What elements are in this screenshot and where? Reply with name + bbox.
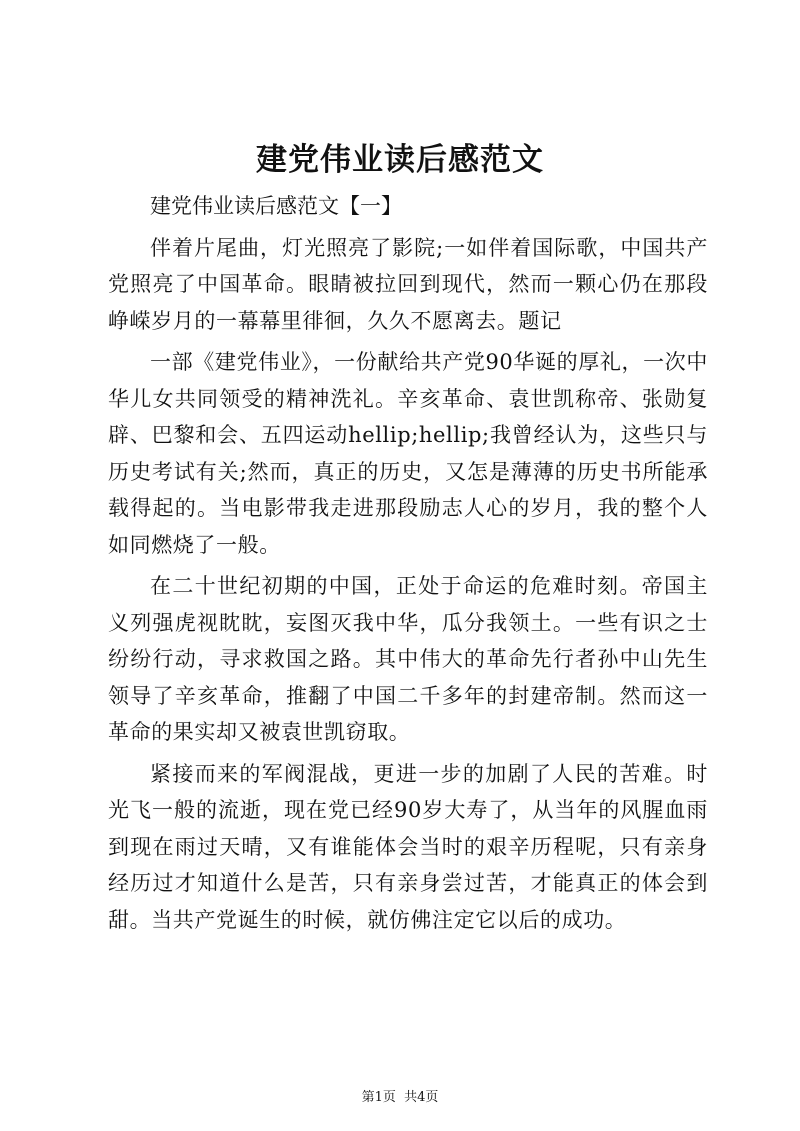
document-subtitle: 建党伟业读后感范文【一】 [150, 194, 402, 218]
paragraph-2: 一部《建党伟业》，一份献给共产党90华诞的厚礼，一次中华儿女共同领受的精神洗礼。辛亥革命、袁世凯称帝、张勋复辟、巴黎和会、五四运动hellip;hellip;我曾经认为，这些只与历史考试有关;然而，真正的历史，又怎是薄薄的历史书所能承载得起的。当电影带我走进那段励志人心的岁月，我的整个人如同燃烧了一般。 [108, 350, 708, 557]
document-title: 建党伟业读后感范文 [256, 142, 544, 178]
paragraph-4: 紧接而来的军阀混战，更进一步的加剧了人民的苦难。时光飞一般的流逝，现在党已经90岁大寿了，从当年的风腥血雨到现在雨过天晴，又有谁能体会当时的艰辛历程呢，只有亲身经历过才知道什么是苦，只有亲身尝过苦，才能真正的体会到甜。当共产党诞生的时候，就仿佛注定它以后的成功。 [108, 761, 708, 932]
document-body [108, 188, 708, 938]
page-total: 共4页 [404, 1090, 439, 1105]
paragraph-3: 在二十世纪初期的中国，正处于命运的危难时刻。帝国主义列强虎视眈眈，妄图灭我中华，瓜分我领土。一些有识之士纷纷行动，寻求救国之路。其中伟大的革命先行者孙中山先生领导了辛亥革命，推翻了中国二千多年的封建帝制。然而这一革命的果实却又被袁世凯窃取。 [108, 574, 708, 744]
page-number: 第1页 [361, 1090, 396, 1105]
page-footer [0, 1086, 800, 1105]
paragraph-1: 伴着片尾曲，灯光照亮了影院;一如伴着国际歌，中国共产党照亮了中国革命。眼睛被拉回到现代，然而一颗心仍在那段峥嵘岁月的一幕幕里徘徊，久久不愿离去。题记 [108, 235, 708, 333]
